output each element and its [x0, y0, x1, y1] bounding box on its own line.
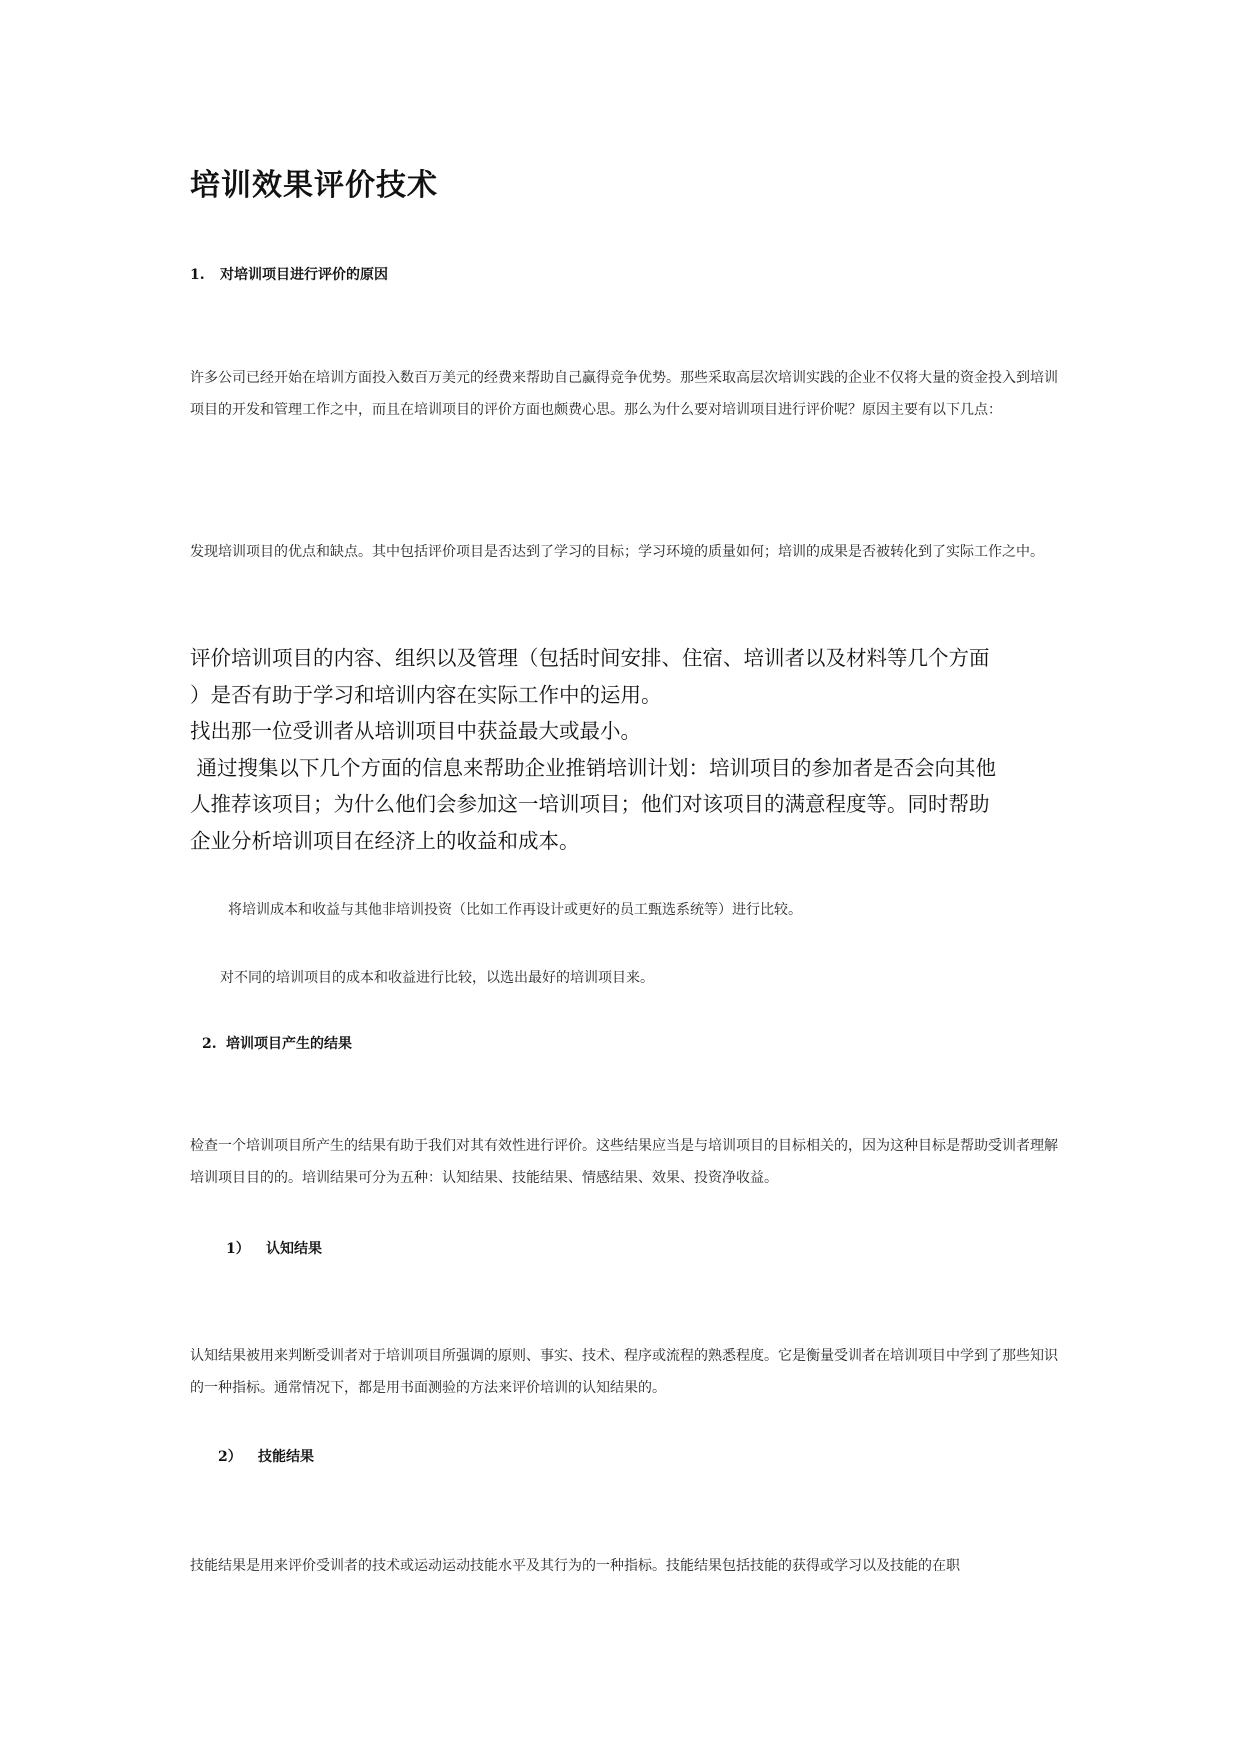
section-2-heading: [202, 1033, 352, 1053]
results-paragraph: 检查一个培训项目所产生的结果有助于我们对其有效性进行评价。这些结果应当是与培训项目的目标相关的，因为这种目标是帮助受训者理解培训项目目的的。培训结果可分为五种：认知结果、技能结果、情感结果、效果、投资净收益。: [190, 1138, 1058, 1186]
section-2-title: 培训项目产生的结果: [226, 1036, 352, 1052]
reason-line: ）是否有助于学习和培训内容在实际工作中的运用。: [190, 682, 662, 707]
reason-line: 人推荐该项目；为什么他们会参加这一培训项目；他们对该项目的满意程度等。同时帮助: [190, 792, 990, 816]
subsection-2-heading: [218, 1446, 314, 1466]
subsection-2-number: 2）: [218, 1449, 242, 1465]
section-1-number: 1.: [190, 267, 205, 283]
reason-line: 找出那一位受训者从培训项目中获益最大或最小。: [190, 719, 641, 743]
reason-line: 通过搜集以下几个方面的信息来帮助企业推销培训计划：培训项目的参加者是否会向其他: [190, 755, 997, 780]
subsection-1-title: 认知结果: [266, 1241, 322, 1257]
cognitive-paragraph: 认知结果被用来判断受训者对于培训项目所强调的原则、事实、技术、程序或流程的熟悉程度。它是衡量受训者在培训项目中学到了那些知识的一种指标。通常情况下，都是用书面测验的方法来评价培训的认知结果的。: [190, 1348, 1058, 1396]
compare-1-paragraph: 将培训成本和收益与其他非培训投资（比如工作再设计或更好的员工甄选系统等）进行比较。: [228, 902, 802, 918]
document-title: 培训效果评价技术: [190, 168, 438, 203]
subsection-1-heading: [226, 1238, 322, 1258]
section-2-number: 2.: [202, 1036, 217, 1052]
subsection-2-title: 技能结果: [258, 1449, 314, 1465]
subsection-1-number: 1）: [226, 1241, 250, 1257]
reason-line: 评价培训项目的内容、组织以及管理（包括时间安排、住宿、培训者以及材料等几个方面: [190, 646, 990, 670]
section-1-heading: [190, 264, 388, 284]
intro-paragraph: 许多公司已经开始在培训方面投入数百万美元的经费来帮助自己赢得竞争优势。那些采取高层次培训实践的企业不仅将大量的资金投入到培训项目的开发和管理工作之中，而且在培训项目的评价方面也颇费心思。那么为什么要对培训项目进行评价呢？原因主要有以下几点：: [190, 370, 1058, 418]
skill-paragraph: 技能结果是用来评价受训者的技术或运动运动技能水平及其行为的一种指标。技能结果包括技能的获得或学习以及技能的在职: [190, 1558, 960, 1574]
reason-1-paragraph: 发现培训项目的优点和缺点。其中包括评价项目是否达到了学习的目标；学习环境的质量如何；培训的成果是否被转化到了实际工作之中。: [190, 544, 1044, 560]
reason-2-paragraph: [190, 640, 1070, 859]
reason-line: 企业分析培训项目在经济上的收益和成本。: [190, 828, 580, 853]
section-1-title: 对培训项目进行评价的原因: [220, 267, 388, 283]
compare-2-paragraph: 对不同的培训项目的成本和收益进行比较，以选出最好的培训项目来。: [220, 970, 654, 986]
